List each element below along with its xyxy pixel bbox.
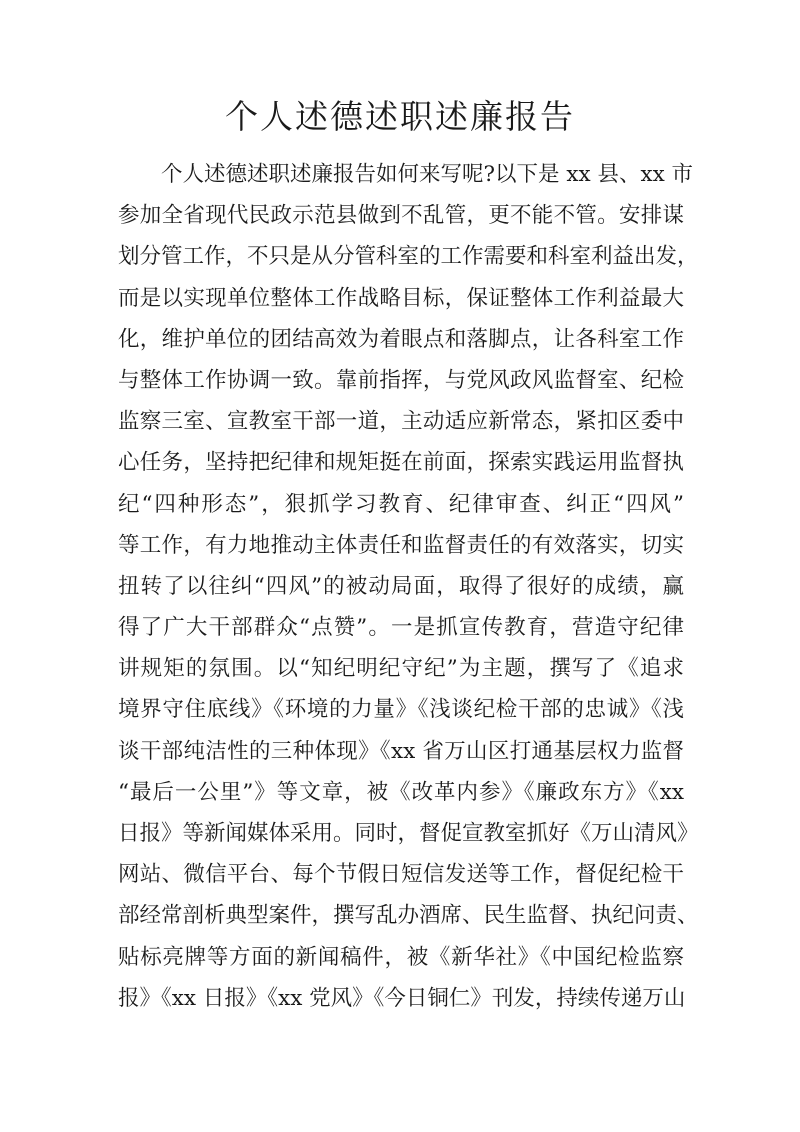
body-line: 境界守住底线》《环境的力量》《浅谈纪检干部的忠诚》《浅 (118, 697, 684, 723)
body-line: 划分管工作，不只是从分管科室的工作需要和科室利益出发， (118, 244, 699, 270)
body-line: 心任务，坚持把纪律和规矩挺在前面，探索实践运用监督执 (118, 450, 684, 476)
body-line: 与整体工作协调一致。靠前指挥，与党风政风监督室、纪检 (118, 367, 684, 393)
body-line: 报》《xx 日报》《xx 党风》《今日铜仁》刊发，持续传递万山 (118, 985, 686, 1011)
body-line: 网站、微信平台、每个节假日短信发送等工作，督促纪检干 (118, 862, 684, 888)
body-line: 纪“四种形态”，狠抓学习教育、纪律审查、纠正“四风” (118, 491, 684, 517)
body-line: 得了广大干部群众“点赞”。一是抓宣传教育，营造守纪律 (118, 615, 684, 641)
body-line: 贴标亮牌等方面的新闻稿件，被《新华社》《中国纪检监察 (118, 944, 684, 970)
body-line: 监察三室、宣教室干部一道，主动适应新常态，紧扣区委中 (118, 409, 684, 435)
body-line: 扭转了以往纠“四风”的被动局面，取得了很好的成绩，赢 (118, 573, 684, 599)
body-line: 部经常剖析典型案件，撰写乱办酒席、民生监督、执纪问责、 (118, 903, 699, 929)
document-body (118, 154, 699, 1019)
body-line: 日报》等新闻媒体采用。同时，督促宣教室抓好《万山清风》 (118, 821, 699, 846)
body-line: 而是以实现单位整体工作战略目标，保证整体工作利益最大 (118, 285, 684, 311)
body-line: “最后一公里”》等文章，被《改革内参》《廉政东方》《xx (118, 779, 684, 805)
body-line: 讲规矩的氛围。以“知纪明纪守纪”为主题，撰写了《追求 (118, 656, 684, 682)
body-line: 谈干部纯洁性的三种体现》《xx 省万山区打通基层权力监督 (118, 738, 684, 764)
body-line: 个人述德述职述廉报告如何来写呢?以下是 xx 县、xx 市 (161, 162, 694, 187)
body-line: 化，维护单位的团结高效为着眼点和落脚点，让各科室工作 (118, 326, 684, 352)
body-line: 等工作，有力地推动主体责任和监督责任的有效落实，切实 (118, 532, 684, 558)
document-title: 个人述德述职述廉报告 (225, 97, 575, 136)
body-line: 参加全省现代民政示范县做到不乱管，更不能不管。安排谋 (118, 203, 684, 229)
